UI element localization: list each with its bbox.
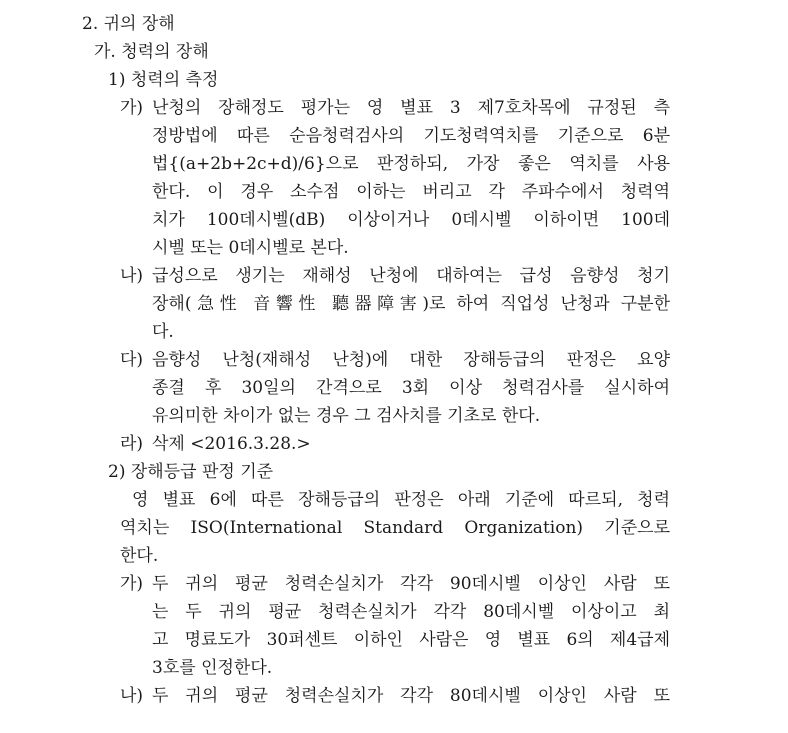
item-text-line: 정방법에 따른 순음청력검사의 기도청력역치를 기준으로 6분 <box>152 126 670 146</box>
item-text-line: 3호를 인정한다. <box>152 658 273 678</box>
item-marker: 나) <box>120 266 144 286</box>
item-text-line: 난청의 장해정도 평가는 영 별표 3 제7호차목에 규정된 측 <box>152 98 670 118</box>
item-text-line: 한다. 이 경우 소수점 이하는 버리고 각 주파수에서 청력역 <box>152 182 670 202</box>
criteria-paragraph-line: 영 별표 6에 따른 장해등급의 판정은 아래 기준에 따르되, 청력 <box>132 490 670 510</box>
item-text-line: 다. <box>152 322 174 342</box>
item-text-line: 종결 후 30일의 간격으로 3회 이상 청력검사를 실시하여 <box>152 378 670 398</box>
section-title: 2. 귀의 장해 <box>82 14 175 34</box>
item-text-line: 유의미한 차이가 없는 경우 그 검사치를 기초로 한다. <box>152 406 541 426</box>
item-text-line: 고 명료도가 30퍼센트 이하인 사람은 영 별표 6의 제4급제 <box>152 630 670 650</box>
item-marker: 가) <box>120 98 144 118</box>
item-marker: 나) <box>120 686 144 706</box>
item-text-line: 는 두 귀의 평균 청력손실치가 각각 80데시벨 이상이고 최 <box>152 602 670 622</box>
item-marker: 가) <box>120 574 144 594</box>
item-text-line: 삭제 <2016.3.28.> <box>152 434 311 454</box>
item-text-line: 장해(急性 音響性 聽器障害)로 하여 직업성 난청과 구분한 <box>152 294 670 314</box>
item-marker: 라) <box>120 434 144 454</box>
criteria-paragraph-line: 한다. <box>120 546 159 566</box>
item-text-line: 음향성 난청(재해성 난청)에 대한 장해등급의 판정은 요양 <box>152 350 670 370</box>
criteria-heading: 2) 장해등급 판정 기준 <box>108 462 274 482</box>
item-text-line: 시벨 또는 0데시벨로 본다. <box>152 238 349 258</box>
item-text-line: 급성으로 생기는 재해성 난청에 대하여는 급성 음향성 청기 <box>152 266 670 286</box>
measurement-heading: 1) 청력의 측정 <box>108 70 219 90</box>
item-text-line: 치가 100데시벨(dB) 이상이거나 0데시벨 이하이면 100데 <box>152 210 670 230</box>
item-marker: 다) <box>120 350 144 370</box>
item-text-line: 두 귀의 평균 청력손실치가 각각 90데시벨 이상인 사람 또 <box>152 574 670 594</box>
subsection-title: 가. 청력의 장해 <box>94 42 209 62</box>
criteria-paragraph-line: 역치는 ISO(International Standard Organization) 기준으로 <box>120 518 670 538</box>
item-text-line: 법{(a+2b+2c+d)/6}으로 판정하되, 가장 좋은 역치를 사용 <box>152 154 670 174</box>
item-text-line: 두 귀의 평균 청력손실치가 각각 80데시벨 이상인 사람 또 <box>152 686 670 706</box>
